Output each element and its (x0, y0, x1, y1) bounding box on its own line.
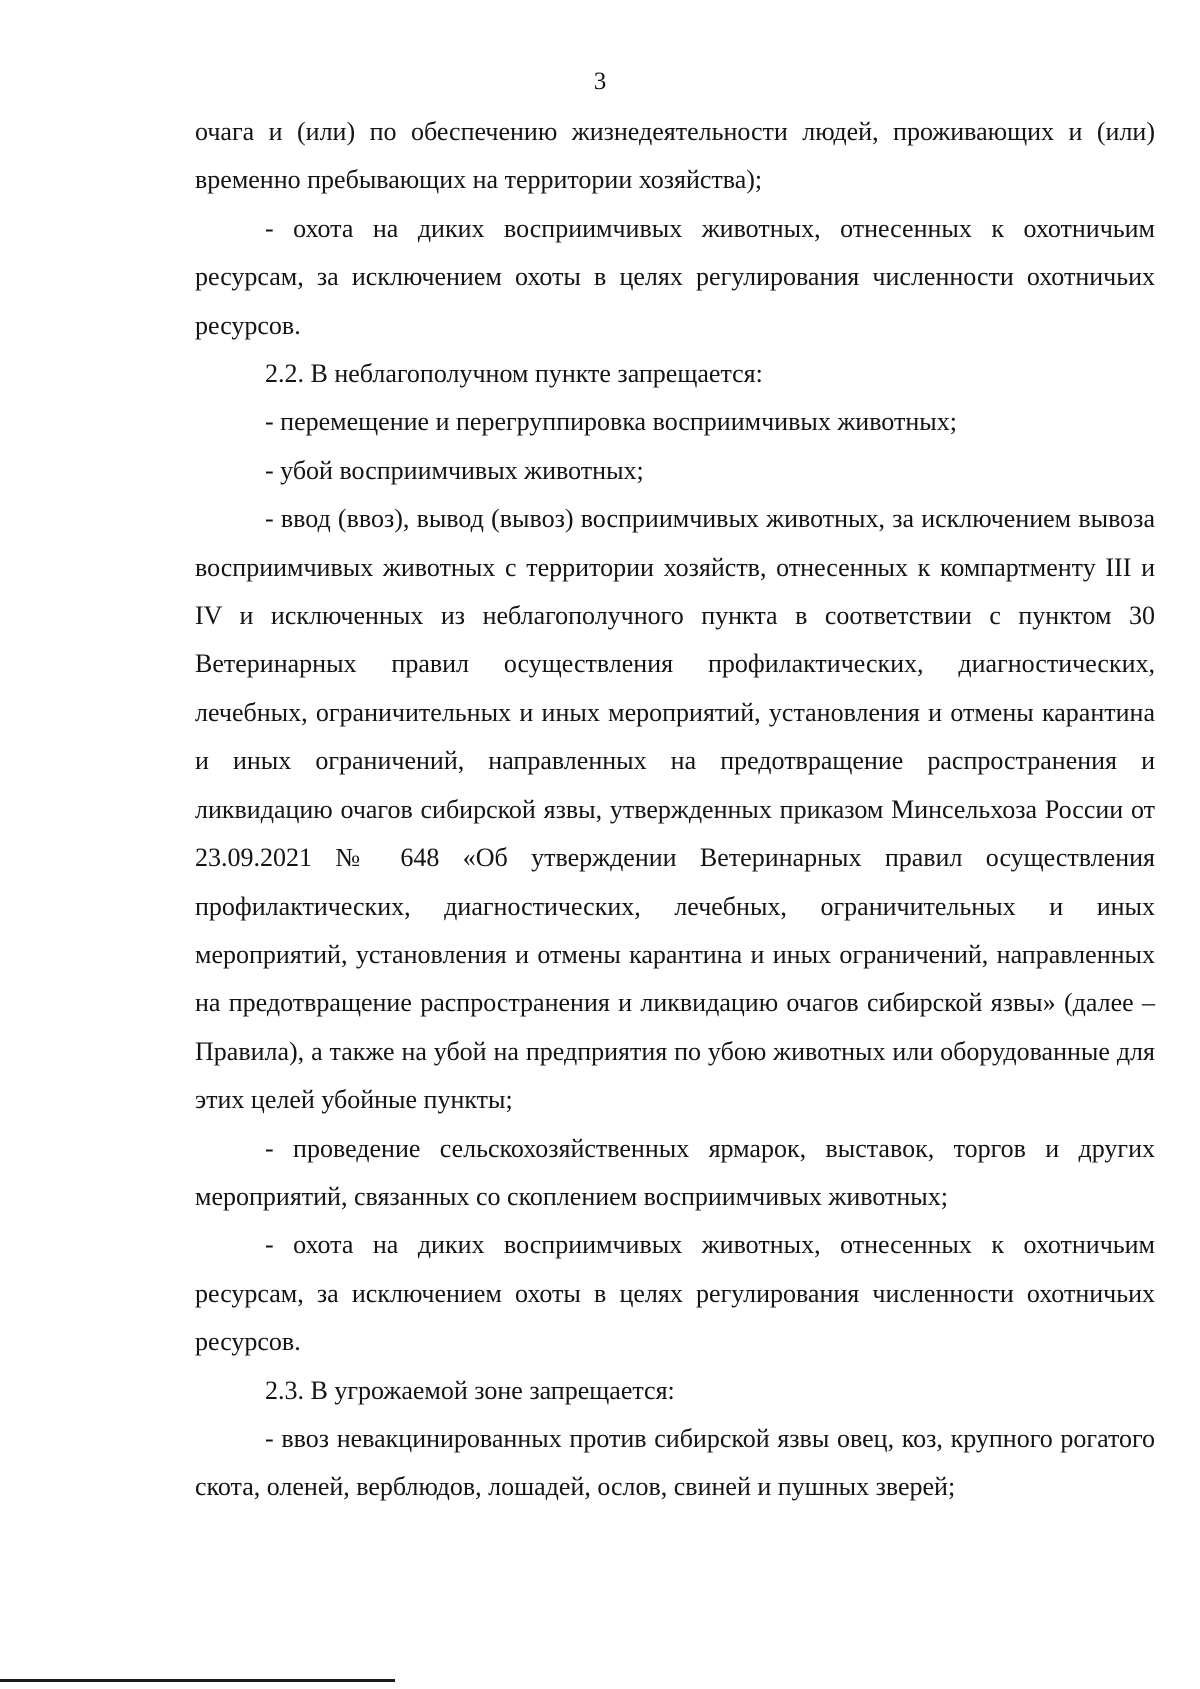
paragraph-unvaccinated-import-ban: - ввоз невакцинированных против сибирской язвы овец, коз, крупного рогатого скота, оленей, верблюдов, лошадей, ослов, свиней и пушных зверей; (195, 1423, 1155, 1502)
paragraph-import-export-ban: - ввод (ввоз), вывод (вывоз) восприимчивых животных, за исключением вывоза восприимчивых животных с территории хозяйств, отнесенных к компартменту III и IV и исключенных из неблагополучного пункта в соответствии с пунктом 30 Ветеринарных правил осуществления профилактических, диагностических, лечебных, ограничительных и иных мероприятий, установления и отмены карантина и иных ограничений, направленных на предотвращение распространения и ликвидацию очагов сибирской язвы, утвержденных приказом Минсельхоза России от 23.09.2021 № 648 «Об утверждении Ветеринарных правил осуществления профилактических, диагностических, лечебных, ограничительных и иных мероприятий, установления и отмены карантина и иных ограничений, направленных на предотвращение распространения и ликвидацию очагов сибирской язвы» (далее – Правила), а также на убой на предприятия по убою животных или оборудованные для этих целей убойные пункты; (195, 504, 1155, 1115)
paragraph-hunting-restriction: - охота на диких восприимчивых животных, отнесенных к охотничьим ресурсам, за исключением охоты в целях регулирования численности охотничьих ресурсов. (195, 213, 1155, 340)
paragraph-fairs-ban: - проведение сельскохозяйственных ярмарок, выставок, торгов и других мероприятий, связанных со скоплением восприимчивых животных; (195, 1133, 1155, 1211)
section-heading-2-3: 2.3. В угрожаемой зоне запрещается: (265, 1375, 675, 1405)
section-heading-2-2: 2.2. В неблагополучном пункте запрещается: (265, 359, 763, 389)
page-number: 3 (593, 68, 607, 95)
paragraph-slaughter-ban: - убой восприимчивых животных; (265, 455, 644, 485)
paragraph-continuation: очага и (или) по обеспечению жизнедеятельности людей, проживающих и (или) временно пребывающих на территории хозяйства); (195, 117, 1155, 195)
paragraph-movement-ban: - перемещение и перегруппировка восприимчивых животных; (265, 407, 957, 437)
paragraph-hunting-restriction-2: - охота на диких восприимчивых животных, отнесенных к охотничьим ресурсам, за исключением охоты в целях регулирования численности охотничьих ресурсов. (195, 1230, 1155, 1357)
document-body (195, 108, 1155, 1512)
footer-divider (0, 1679, 395, 1682)
